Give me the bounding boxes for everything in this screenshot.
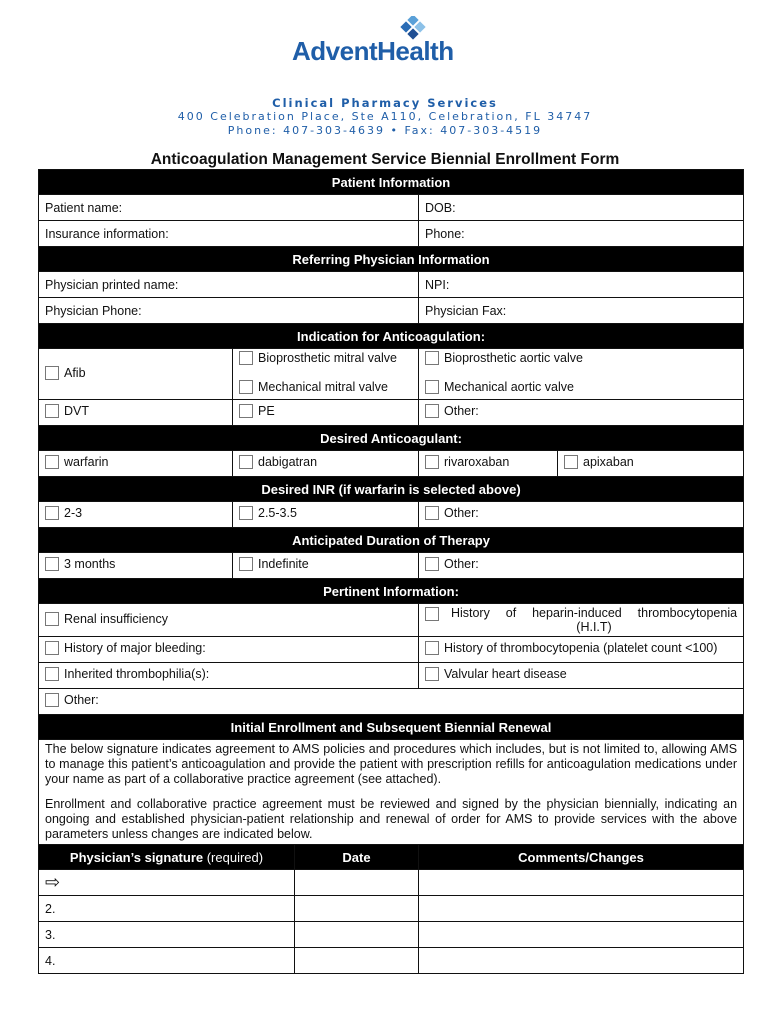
comments-field-1[interactable] xyxy=(419,870,744,896)
option-inr-2-3[interactable]: 2-3 xyxy=(39,502,233,528)
checkbox[interactable] xyxy=(45,693,59,707)
checkbox[interactable] xyxy=(425,404,439,418)
dob-field[interactable]: DOB: xyxy=(419,195,744,221)
section-patient-info: Patient Information xyxy=(39,170,744,195)
comments-field-3[interactable] xyxy=(419,922,744,948)
checkbox[interactable] xyxy=(239,557,253,571)
signature-field-1[interactable] xyxy=(39,870,295,896)
physician-name-field[interactable]: Physician printed name: xyxy=(39,272,419,298)
checkbox[interactable] xyxy=(239,351,253,365)
option-duration-other[interactable]: Other: xyxy=(419,553,744,579)
option-pertinent-other[interactable]: Other: xyxy=(39,689,744,715)
insurance-field[interactable]: Insurance information: xyxy=(39,221,419,247)
checkbox[interactable] xyxy=(239,380,253,394)
patient-name-field[interactable]: Patient name: xyxy=(39,195,419,221)
physician-phone-field[interactable]: Physician Phone: xyxy=(39,298,419,324)
option-dvt[interactable]: DVT xyxy=(39,400,233,426)
checkbox[interactable] xyxy=(425,506,439,520)
checkbox[interactable] xyxy=(45,366,59,380)
checkbox[interactable] xyxy=(425,380,439,394)
phone-fax: Phone: 407-303-4639 • Fax: 407-303-4519 xyxy=(227,124,543,137)
col-date: Date xyxy=(295,845,419,870)
checkbox[interactable] xyxy=(45,641,59,655)
signature-field-4[interactable]: 4. xyxy=(39,948,295,974)
option-bio-aortic[interactable]: Bioprosthetic aortic valve xyxy=(419,349,744,375)
physician-fax-field[interactable]: Physician Fax: xyxy=(419,298,744,324)
checkbox[interactable] xyxy=(45,404,59,418)
checkbox[interactable] xyxy=(425,351,439,365)
checkbox[interactable] xyxy=(45,557,59,571)
signature-field-2[interactable]: 2. xyxy=(39,896,295,922)
section-anticoagulant: Desired Anticoagulant: xyxy=(39,426,744,451)
option-inr-other[interactable]: Other: xyxy=(419,502,744,528)
checkbox[interactable] xyxy=(239,404,253,418)
department-name: Clinical Pharmacy Services xyxy=(272,96,498,110)
brand-logo: AdventHealth xyxy=(292,36,454,66)
checkbox[interactable] xyxy=(239,506,253,520)
option-inr-2.5-3.5[interactable]: 2.5-3.5 xyxy=(233,502,419,528)
option-indefinite[interactable]: Indefinite xyxy=(233,553,419,579)
option-bio-mitral[interactable]: Bioprosthetic mitral valve xyxy=(233,349,419,375)
address: 400 Celebration Place, Ste A110, Celebration, FL 34747 xyxy=(177,110,593,123)
col-signature: Physician’s signature (required) xyxy=(39,845,295,870)
section-indication: Indication for Anticoagulation: xyxy=(39,324,744,349)
option-warfarin[interactable]: warfarin xyxy=(39,451,233,477)
patient-phone-field[interactable]: Phone: xyxy=(419,221,744,247)
checkbox[interactable] xyxy=(425,641,439,655)
checkbox[interactable] xyxy=(425,455,439,469)
section-physician-info: Referring Physician Information xyxy=(39,247,744,272)
option-indication-other[interactable]: Other: xyxy=(419,400,744,426)
enrollment-form xyxy=(38,169,744,974)
date-field-2[interactable] xyxy=(295,896,419,922)
col-comments: Comments/Changes xyxy=(419,845,744,870)
section-duration: Anticipated Duration of Therapy xyxy=(39,528,744,553)
option-thrombophilia[interactable]: Inherited thrombophilia(s): xyxy=(39,663,419,689)
option-mech-aortic[interactable]: Mechanical aortic valve xyxy=(419,374,744,400)
signature-field-3[interactable]: 3. xyxy=(39,922,295,948)
option-rivaroxaban[interactable]: rivaroxaban xyxy=(419,451,558,477)
date-field-3[interactable] xyxy=(295,922,419,948)
checkbox[interactable] xyxy=(425,607,439,621)
option-bleeding[interactable]: History of major bleeding: xyxy=(39,637,419,663)
comments-field-4[interactable] xyxy=(419,948,744,974)
date-field-1[interactable] xyxy=(295,870,419,896)
option-renal[interactable]: Renal insufficiency xyxy=(39,604,419,637)
option-3-months[interactable]: 3 months xyxy=(39,553,233,579)
comments-field-2[interactable] xyxy=(419,896,744,922)
option-afib[interactable]: Afib xyxy=(39,349,233,400)
checkbox[interactable] xyxy=(564,455,578,469)
checkbox[interactable] xyxy=(425,667,439,681)
checkbox[interactable] xyxy=(239,455,253,469)
agreement-paragraph: The below signature indicates agreement to AMS policies and procedures which includes, but is not limited to, allowing AMS to manage this patient’s anticoagulation and provide the patient with prescription refills for anticoagulation medications under your name as part of a collaborative practice agreement (see attached). xyxy=(45,742,738,786)
checkbox[interactable] xyxy=(45,506,59,520)
option-thrombocytopenia[interactable]: History of thrombocytopenia (platelet count <100) xyxy=(419,637,744,663)
option-hit[interactable]: History of heparin-induced thrombocytopenia (H.I.T) xyxy=(419,604,744,637)
checkbox[interactable] xyxy=(45,667,59,681)
option-apixaban[interactable]: apixaban xyxy=(558,451,744,477)
option-pe[interactable]: PE xyxy=(233,400,419,426)
form-title: Anticoagulation Management Service Biennial Enrollment Form xyxy=(150,151,620,168)
npi-field[interactable]: NPI: xyxy=(419,272,744,298)
checkbox[interactable] xyxy=(425,557,439,571)
renewal-paragraph: Enrollment and collaborative practice agreement must be reviewed and signed by the physician biennially, indicating an ongoing and established physician-patient relationship and renewal of order for AMS to provide services with the above parameters unless changes are indicated below. xyxy=(45,797,738,841)
section-inr: Desired INR (if warfarin is selected above) xyxy=(39,477,744,502)
checkbox[interactable] xyxy=(45,612,59,626)
section-pertinent: Pertinent Information: xyxy=(39,579,744,604)
date-field-4[interactable] xyxy=(295,948,419,974)
option-mech-mitral[interactable]: Mechanical mitral valve xyxy=(233,374,419,400)
checkbox[interactable] xyxy=(45,455,59,469)
renewal-text xyxy=(39,740,744,845)
option-dabigatran[interactable]: dabigatran xyxy=(233,451,419,477)
section-renewal: Initial Enrollment and Subsequent Biennial Renewal xyxy=(39,715,744,740)
arrow-right-icon: ⇨ xyxy=(45,872,61,892)
option-valvular[interactable]: Valvular heart disease xyxy=(419,663,744,689)
